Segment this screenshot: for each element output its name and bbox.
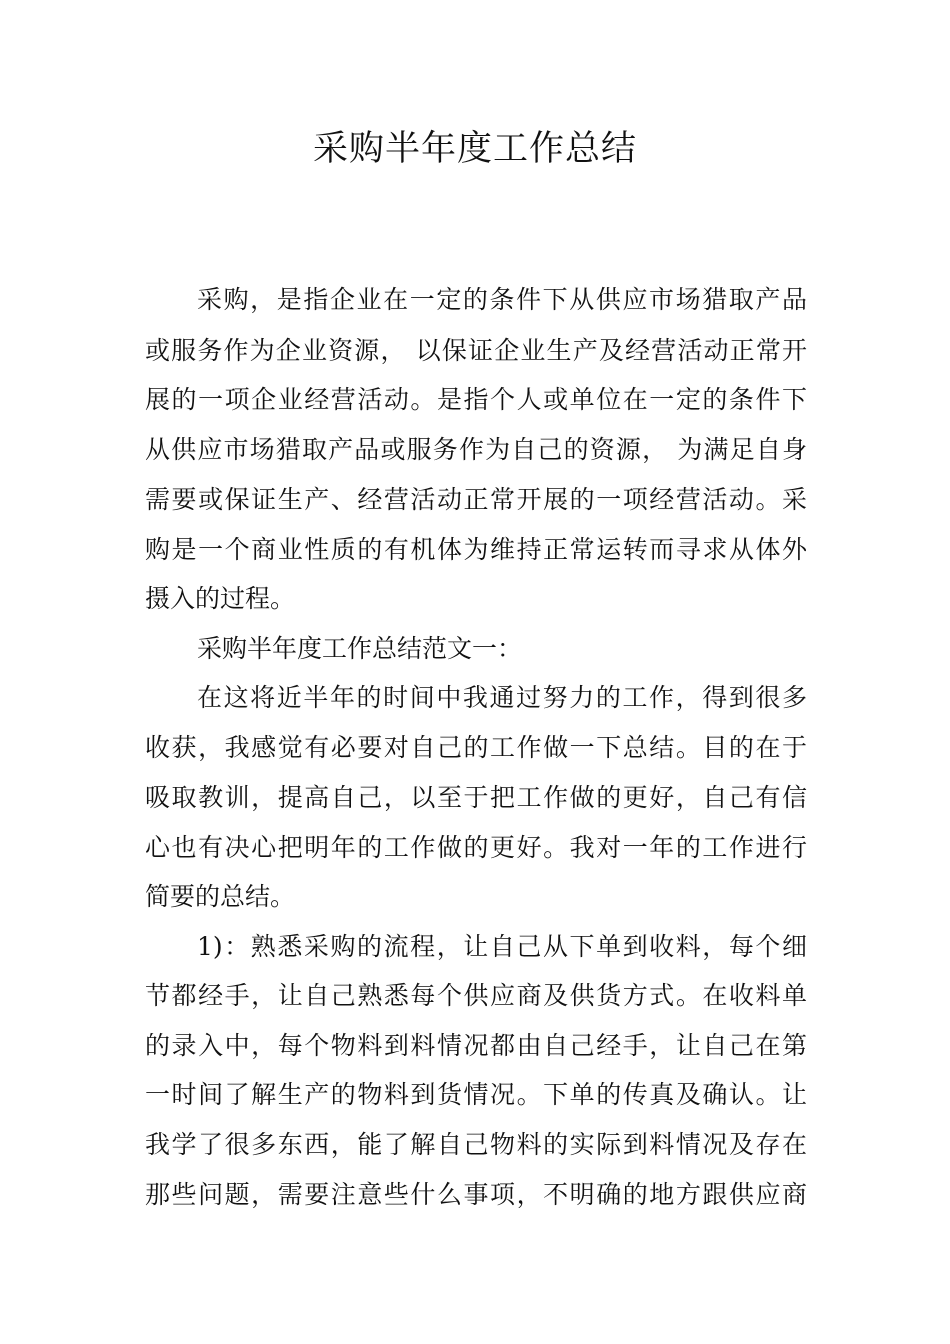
text-line: 我学了很多东西，能了解自己物料的实际到料情况及存在 [145,1130,807,1159]
text-line: 摄入的过程。 [145,584,296,613]
text-line: 需要或保证生产、经营活动正常开展的一项经营活动。采 [145,485,807,514]
text-line: 一时间了解生产的物料到货情况。下单的传真及确认。让 [145,1080,807,1109]
text-line: 心也有决心把明年的工作做的更好。我对一年的工作进行 [145,833,807,862]
text-line: 1)：熟悉采购的流程，让自己从下单到收料，每个细 [197,932,807,961]
section-heading: 采购半年度工作总结范文一： [197,634,523,663]
text-line: 的录入中，每个物料到料情况都由自己经手，让自己在第 [145,1031,807,1060]
text-line: 那些问题，需要注意些什么事项，不明确的地方跟供应商 [145,1180,807,1209]
text-line: 展的一项企业经营活动。是指个人或单位在一定的条件下 [145,385,807,414]
text-line: 购是一个商业性质的有机体为维持正常运转而寻求从体外 [145,535,807,564]
text-line: 收获，我感觉有必要对自己的工作做一下总结。目的在于 [145,733,807,762]
document-title: 采购半年度工作总结 [312,129,637,169]
text-line: 吸取教训，提高自己，以至于把工作做的更好，自己有信 [145,783,807,812]
text-line: 简要的总结。 [145,882,296,911]
text-line: 或服务作为企业资源， 以保证企业生产及经营活动正常开 [145,336,807,365]
text-line: 从供应市场猎取产品或服务作为自己的资源， 为满足自身 [145,435,807,464]
text-line: 在这将近半年的时间中我通过努力的工作，得到很多 [197,683,807,712]
text-line: 节都经手，让自己熟悉每个供应商及供货方式。在收料单 [145,981,807,1010]
text-line: 采购，是指企业在一定的条件下从供应市场猎取产品 [197,285,807,314]
